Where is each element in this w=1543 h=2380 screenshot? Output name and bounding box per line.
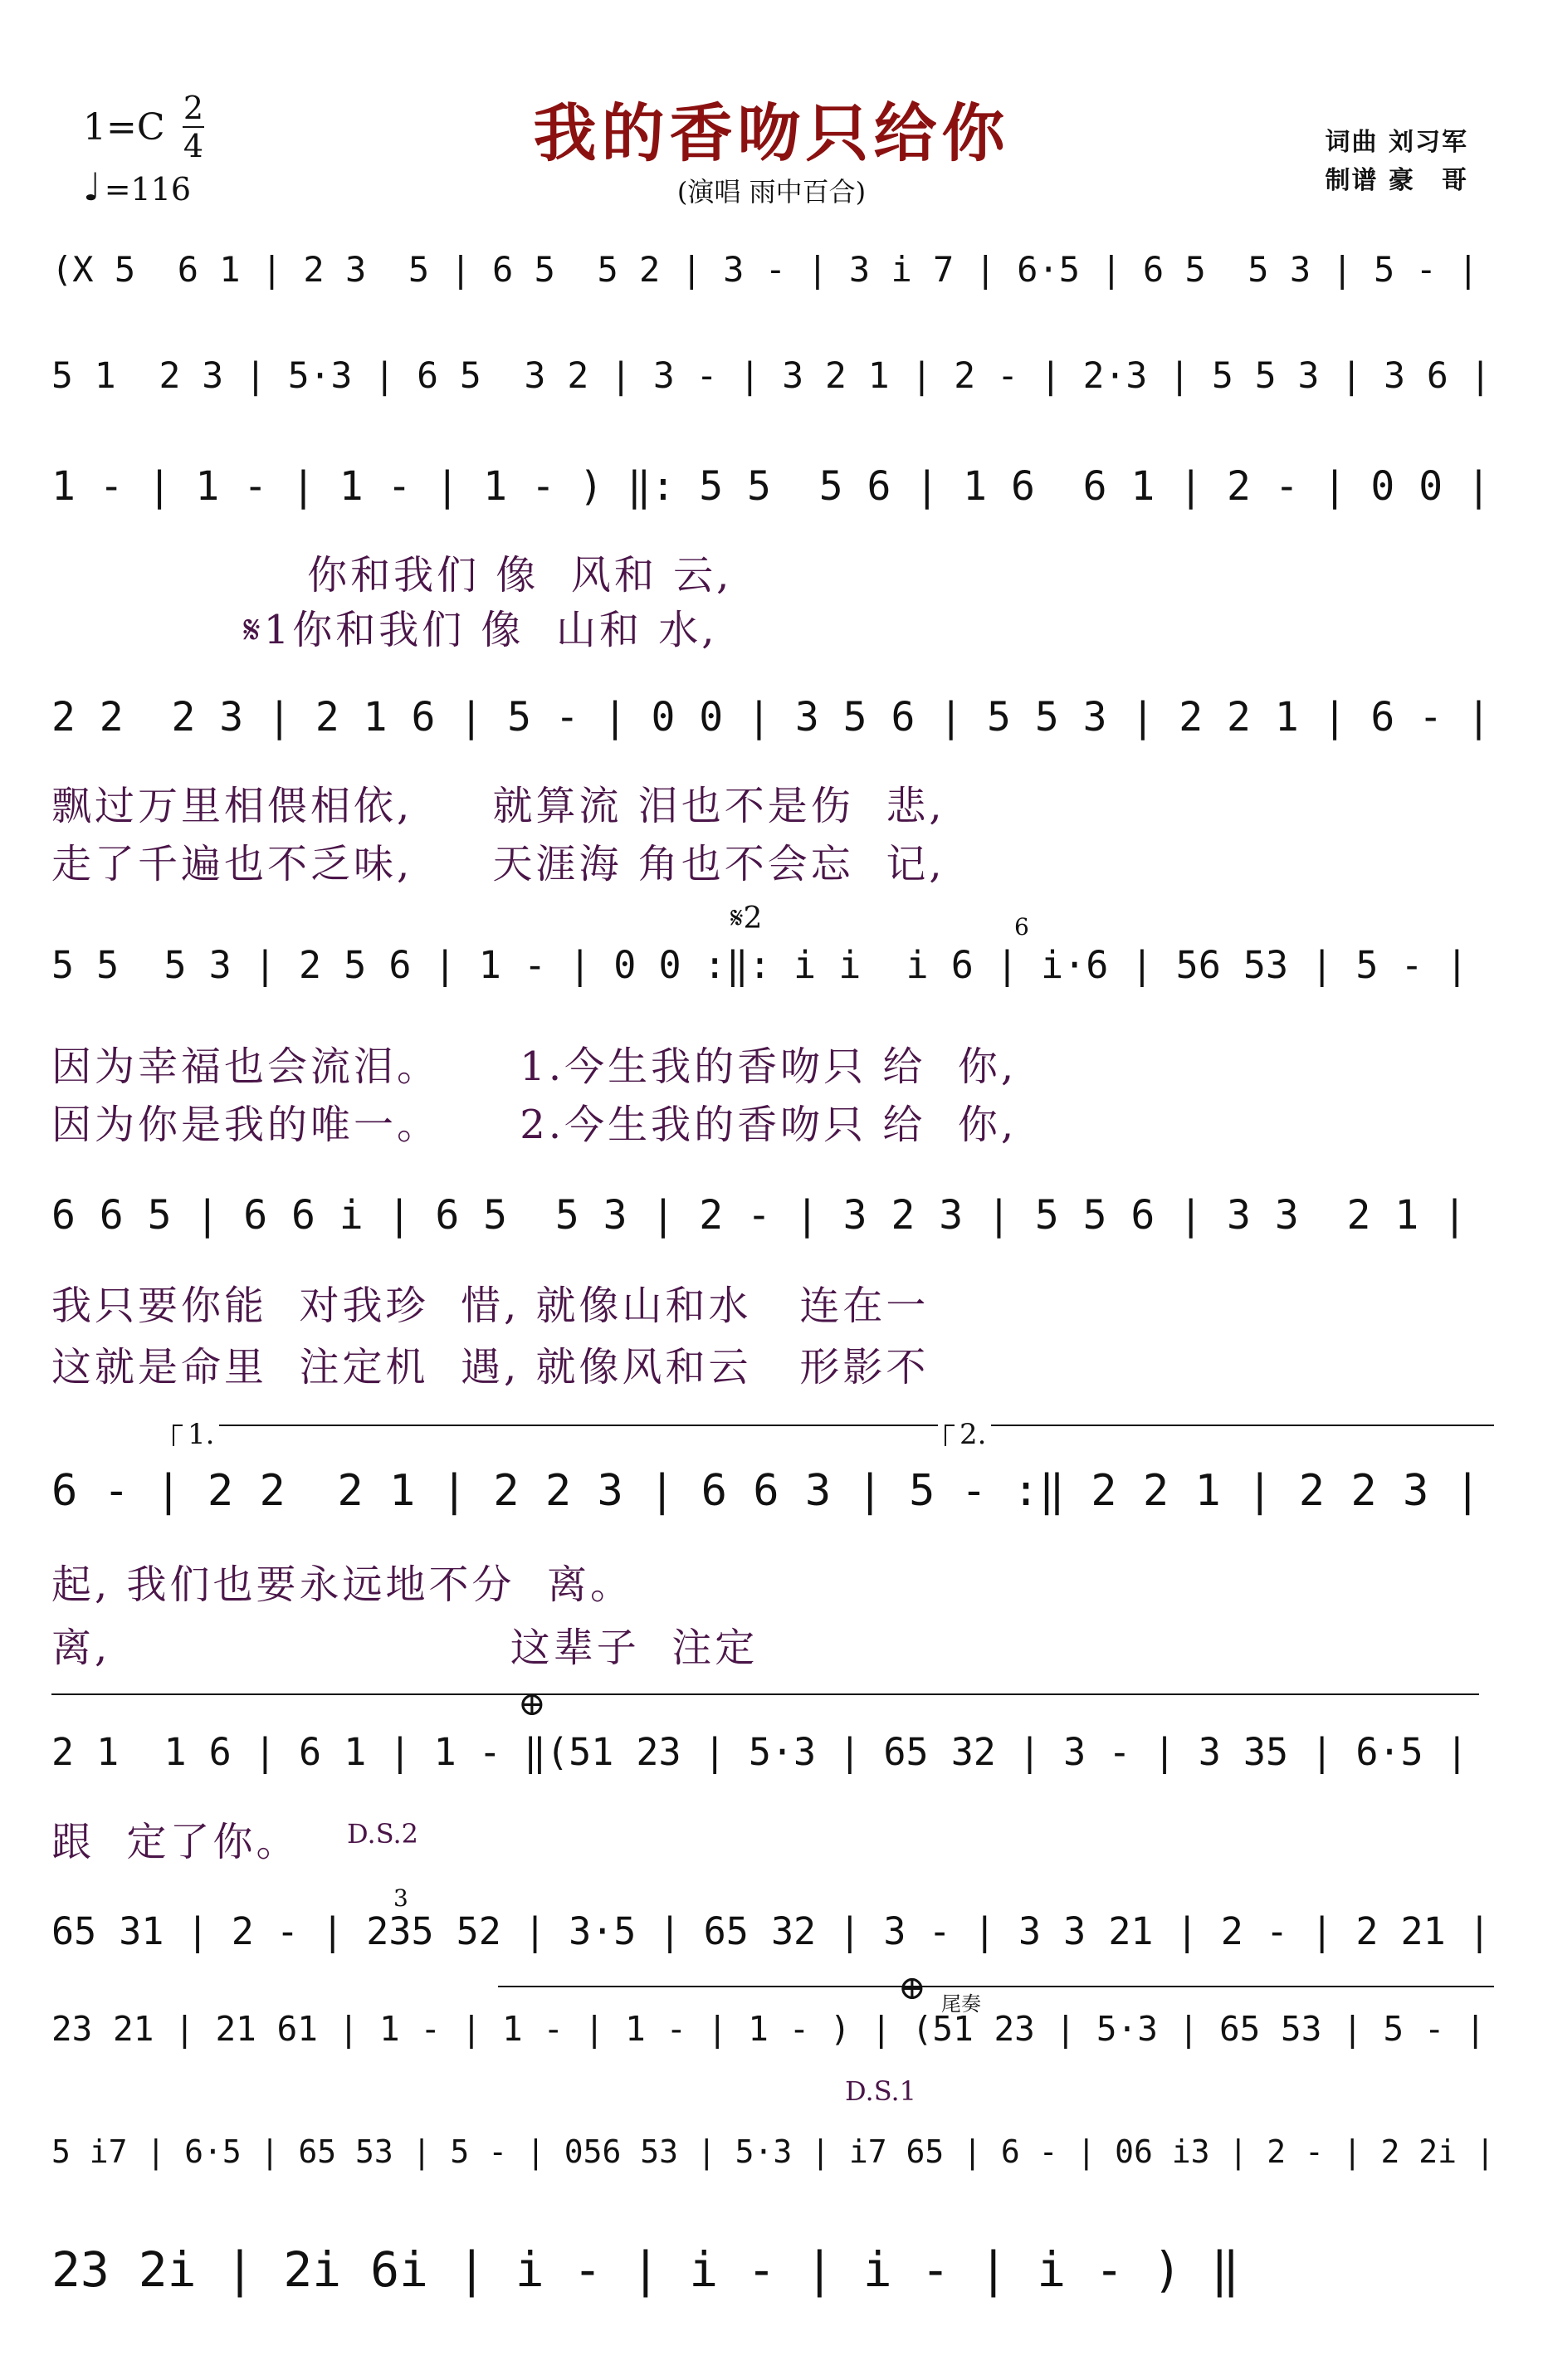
credit-arranger: 制谱 豪 哥	[1325, 166, 1468, 195]
lyric-row-4-verse-1: 飘过万里相偎相依, 就算流 泪也不是伤 悲,	[51, 783, 945, 829]
time-top: 2	[183, 90, 204, 126]
notation-row-3: 1 - | 1 - | 1 - | 1 - ) ‖: 5 5 5 6 | 1 6 6 1 | 2 - | 0 0 |	[51, 463, 1491, 510]
lyric-row-7-verse-2: 离, 这辈子 注定	[51, 1625, 759, 1671]
section-rule	[51, 1693, 1479, 1695]
lyric-row-6-verse-1: 我只要你能 对我珍 惜, 就像山和水 连在一	[51, 1283, 930, 1329]
notation-row-8: 2 1 1 6 | 6 1 | 1 - ‖(51 23 | 5·3 | 65 32 | 3 - | 3 35 | 6·5 |	[51, 1730, 1468, 1774]
notation-row-6: 6 6 5 | 6 6 i | 6 5 5 3 | 2 - | 3 2 3 | 5 5 6 | 3 3 2 1 |	[51, 1192, 1467, 1239]
lyric-row-3-verse-2: 𝄋1你和我们 像 山和 水,	[51, 607, 718, 653]
coda-icon-2: ⊕	[898, 1969, 926, 2007]
triplet-3: 3	[393, 1884, 408, 1912]
song-subtitle: (演唱 雨中百合)	[676, 176, 867, 208]
lyric-row-5-verse-1: 因为幸福也会流泪。 1.今生我的香吻只 给 你,	[51, 1043, 1018, 1090]
notation-row-11: 5 i7 | 6·5 | 65 53 | 5 - | 056 53 | 5·3 | i7 65 | 6 - | 06 i3 | 2 - | 2 2i |	[51, 2133, 1495, 2170]
lyric-row-7-verse-1: 起, 我们也要永远地不分 离。	[51, 1561, 634, 1608]
volta-ending-2: 2.	[945, 1425, 1494, 1446]
notation-row-4: 2 2 2 3 | 2 1 6 | 5 - | 0 0 | 3 5 6 | 5 5 3 | 2 2 1 | 6 - |	[51, 694, 1491, 740]
song-title: 我的香吻只给你	[533, 96, 1010, 170]
notation-row-5: 5 5 5 3 | 2 5 6 | 1 - | 0 0 :‖: i i i 6 | i·6 | 56 53 | 5 - |	[51, 943, 1468, 987]
time-bottom: 4	[183, 128, 204, 164]
notation-row-10: 23 21 | 21 61 | 1 - | 1 - | 1 - | 1 - ) | (51 23 | 5·3 | 65 53 | 5 - |	[51, 2009, 1486, 2049]
ds2-mark: D.S.2	[347, 1818, 418, 1850]
lyric-row-3-verse-1: 你和我们 像 风和 云,	[51, 552, 733, 599]
segno-2-mark: 𝄋2	[730, 902, 763, 936]
key-signature: 1=C	[83, 106, 165, 149]
ds1-mark: D.S.1	[845, 2075, 916, 2107]
tempo-value: =116	[104, 171, 192, 208]
volta-ending-1: 1.	[173, 1425, 938, 1446]
notation-row-2: 5 1 2 3 | 5·3 | 6 5 3 2 | 3 - | 3 2 1 | 2 - | 2·3 | 5 5 3 | 3 6 |	[51, 355, 1492, 397]
coda-icon: ⊕	[518, 1685, 546, 1723]
lyric-row-4-verse-2: 走了千遍也不乏味, 天涯海 角也不会忘 记,	[51, 841, 945, 887]
lyric-row-6-verse-2: 这就是命里 注定机 遇, 就像风和云 形影不	[51, 1344, 930, 1390]
notation-row-1: (X 5 6 1 | 2 3 5 | 6 5 5 2 | 3 - | 3 i 7 | 6·5 | 6 5 5 3 | 5 - |	[51, 249, 1479, 290]
notation-row-9: 65 31 | 2 - | 235 52 | 3·5 | 65 32 | 3 - | 3 3 21 | 2 - | 2 21 |	[51, 1909, 1491, 1953]
outro-label: 尾奏	[941, 1992, 981, 2016]
notation-row-12: 23 2i | 2i 6i | i - | i - | i - | i - ) ‖	[51, 2241, 1240, 2298]
grace-note-6: 6	[1014, 913, 1029, 941]
lyric-row-5-verse-2: 因为你是我的唯一。 2.今生我的香吻只 给 你,	[51, 1102, 1018, 1148]
credit-composer: 词曲 刘习军	[1325, 128, 1468, 157]
quarter-note-icon: ♩	[83, 164, 101, 209]
lyric-row-8-verse-1: 跟 定了你。	[51, 1819, 300, 1865]
notation-row-7: 6 - | 2 2 2 1 | 2 2 3 | 6 6 3 | 5 - :‖ 2 2 1 | 2 2 3 |	[51, 1466, 1481, 1516]
outro-rule	[498, 1986, 1494, 1987]
